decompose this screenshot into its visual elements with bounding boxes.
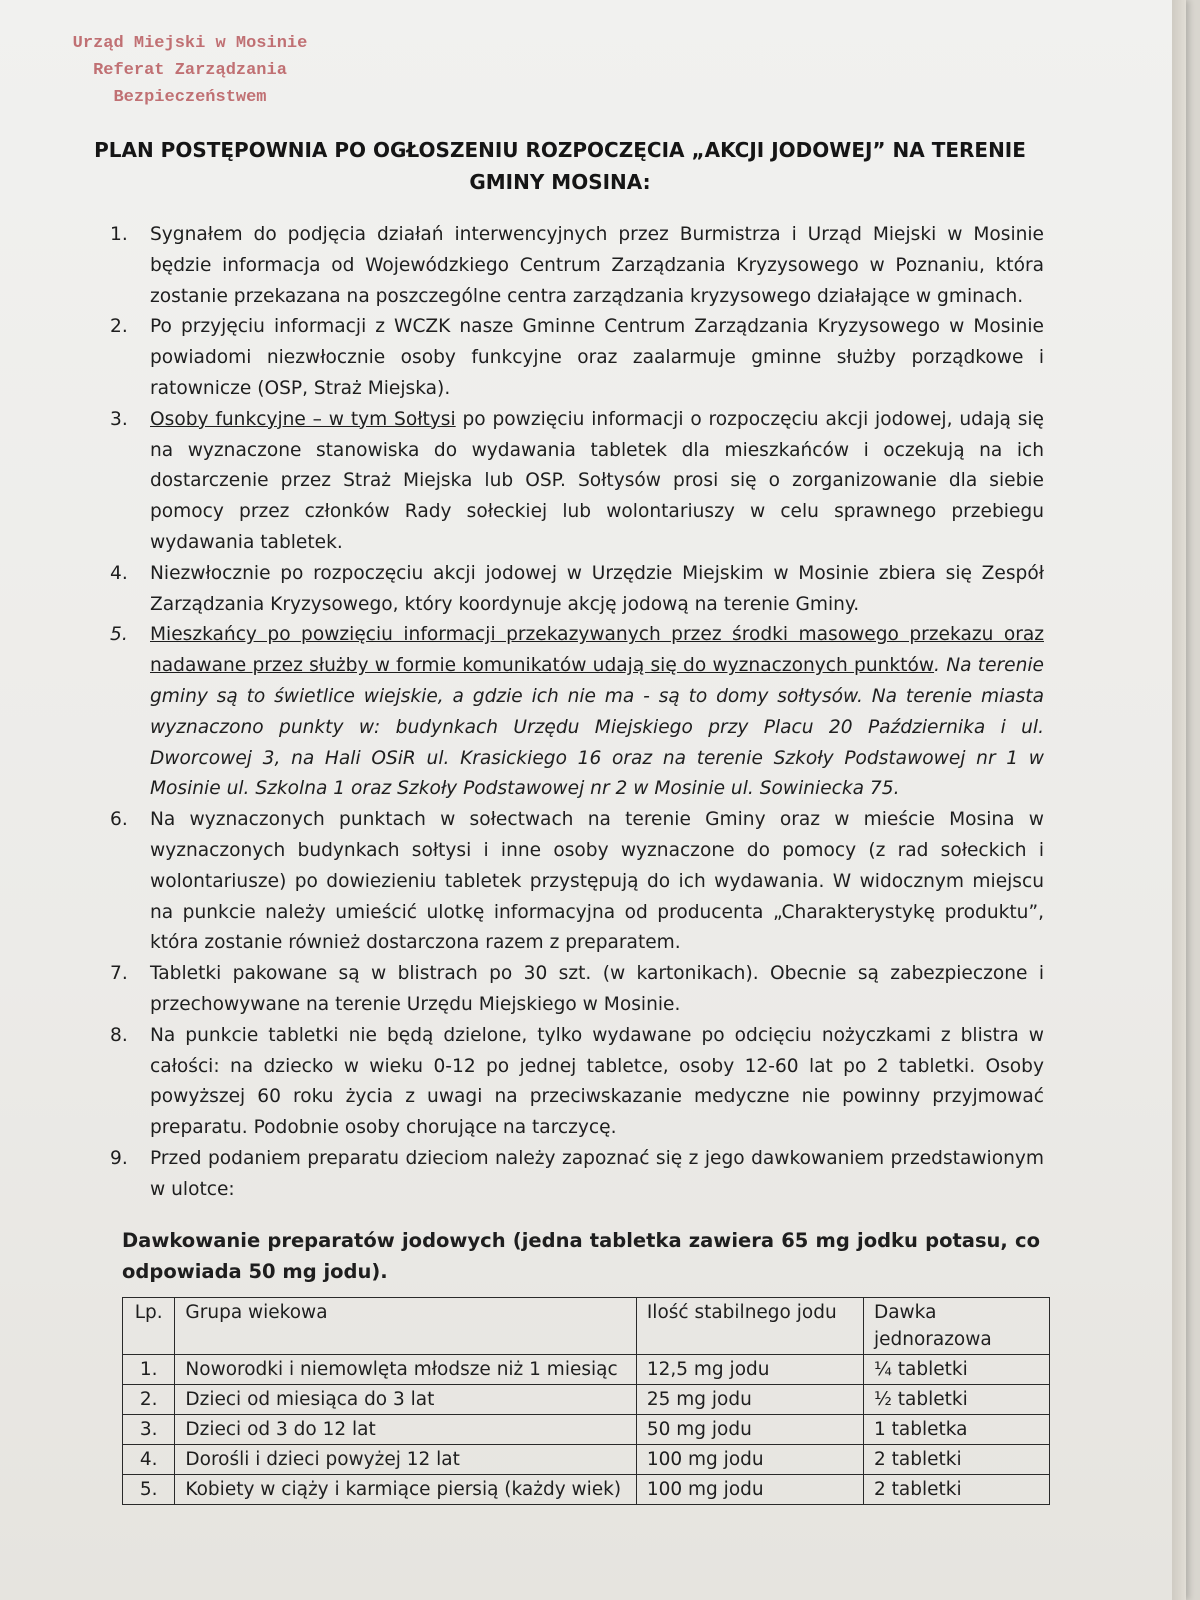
- table-row: [123, 1385, 1050, 1415]
- item-number: 6.: [110, 809, 128, 831]
- table-header-row: [123, 1298, 1050, 1355]
- list-item: [110, 805, 1044, 959]
- table-cell: 2 tabletki: [863, 1445, 1049, 1475]
- header-cell: Grupa wiekowa: [175, 1298, 636, 1355]
- document-title: [90, 134, 1030, 198]
- table-row: [123, 1415, 1050, 1445]
- table-cell: 100 mg jodu: [636, 1445, 863, 1475]
- table-row: [123, 1445, 1050, 1475]
- header-cell: Lp.: [123, 1298, 175, 1355]
- table-cell: Noworodki i niemowlęta młodsze niż 1 miesiąc: [175, 1355, 636, 1385]
- list-item: [110, 220, 1044, 312]
- table-row: [123, 1475, 1050, 1505]
- item-underlined-text: Mieszkańcy po powzięciu informacji przekazywanych przez środki masowego przekazu oraz nadawane przez służby w formie komunikatów udają się do wyznaczonych punktów: [150, 624, 1044, 677]
- list-item: [110, 1021, 1044, 1144]
- title-line: PLAN POSTĘPOWNIA PO OGŁOSZENIU ROZPOCZĘCIA „AKCJI JODOWEJ” NA TERENIE: [94, 138, 1026, 162]
- item-number: 9.: [110, 1147, 128, 1169]
- dosage-heading: Dawkowanie preparatów jodowych (jedna tabletka zawiera 65 mg jodku potasu, co odpowiada 50 mg jodu).: [122, 1229, 1040, 1283]
- page-edge: [1172, 0, 1186, 1600]
- table-cell: Kobiety w ciąży i karmiące piersią (każdy wiek): [175, 1475, 636, 1505]
- item-number: 8.: [110, 1024, 128, 1046]
- stamp-line: Urząd Miejski w Mosinie: [72, 34, 308, 53]
- item-underlined-text: Osoby funkcyjne – w tym Sołtysi: [150, 408, 456, 430]
- list-item: [110, 559, 1044, 621]
- table-cell: 5.: [123, 1475, 175, 1505]
- table-cell: 3.: [123, 1415, 175, 1445]
- item-number: 3.: [110, 408, 128, 430]
- table-cell: ¼ tabletki: [863, 1355, 1049, 1385]
- list-item: [110, 312, 1044, 404]
- table-cell: Dzieci od miesiąca do 3 lat: [175, 1385, 636, 1415]
- header-cell: Dawka jednorazowa: [863, 1298, 1049, 1355]
- office-stamp: [60, 30, 320, 111]
- table-cell: 100 mg jodu: [636, 1475, 863, 1505]
- table-cell: 1 tabletka: [863, 1415, 1049, 1445]
- header-cell: Ilość stabilnego jodu: [636, 1298, 863, 1355]
- table-row: [123, 1355, 1050, 1385]
- list-item: [110, 620, 1044, 805]
- table-cell: 25 mg jodu: [636, 1385, 863, 1415]
- list-item: [110, 405, 1044, 559]
- item-text: Sygnałem do podjęcia działań interwencyjnych przez Burmistrza i Urząd Miejski w Mosinie będzie informacja od Wojewódzkiego Centrum Zarządzania Kryzysowego w Poznaniu, która zostanie przekazana na poszczególne centra zarządzania kryzysowego działające w gminach.: [150, 224, 1044, 307]
- item-text: . Na terenie gminy są to świetlice wiejskie, a gdzie ich nie ma - są to domy sołtysów. Na terenie miasta wyznaczono punkty w: budynkach Urzędu Miejskiego przy Placu 20 Października i ul. Dworcowej 3, na Hali OSiR ul. Krasickiego 16 oraz na terenie Szkoły Podstawowej nr 1 w Mosinie ul. Szkolna 1 oraz Szkoły Podstawowej nr 2 w Mosinie ul. Sowiniecka 75.: [150, 655, 1044, 800]
- title-line: GMINY MOSINA:: [469, 170, 651, 194]
- table-cell: ½ tabletki: [863, 1385, 1049, 1415]
- stamp-line: Bezpieczeństwem: [113, 88, 267, 107]
- dosage-table: [122, 1297, 1050, 1505]
- table-cell: Dorośli i dzieci powyżej 12 lat: [175, 1445, 636, 1475]
- item-number: 1.: [110, 224, 128, 245]
- list-item: [110, 959, 1044, 1021]
- table-cell: Dzieci od 3 do 12 lat: [175, 1415, 636, 1445]
- item-number: 5.: [110, 624, 128, 646]
- item-text: Tabletki pakowane są w blistrach po 30 szt. (w kartonikach). Obecnie są zabezpieczone i przechowywane na terenie Urzędu Miejskiego w Mosinie.: [150, 963, 1044, 1015]
- table-cell: 50 mg jodu: [636, 1415, 863, 1445]
- stamp-line: Referat Zarządzania: [93, 61, 287, 80]
- table-cell: 4.: [123, 1445, 175, 1475]
- table-cell: 2.: [123, 1385, 175, 1415]
- item-text: Po przyjęciu informacji z WCZK nasze Gminne Centrum Zarządzania Kryzysowego w Mosinie powiadomi niezwłocznie osoby funkcyjne oraz zaalarmuje gminne służby porządkowe i ratownicze (OSP, Straż Miejska).: [150, 316, 1044, 399]
- list-item: [110, 1144, 1044, 1206]
- table-cell: 1.: [123, 1355, 175, 1385]
- table-cell: 2 tabletki: [863, 1475, 1049, 1505]
- item-text: po powzięciu informacji o rozpoczęciu akcji jodowej, udają się na wyznaczone stanowiska do wydawania tabletek dla mieszkańców i oczekują na ich dostarczenie przez Straż Miejska lub OSP. Sołtysów prosi się o zorganizowanie dla siebie pomocy przez członków Rady sołeckiej lub wolontariuszy w celu sprawnego przebiegu wydawania tabletek.: [150, 408, 1044, 553]
- item-number: 2.: [110, 316, 128, 338]
- item-text: Na wyznaczonych punktach w sołectwach na terenie Gminy oraz w mieście Mosina w wyznaczonych budynkach sołtysi i inne osoby wyznaczone do pomocy (z rad sołeckich i wolontariusze) po dowiezieniu tabletek przystępują do ich wydawania. W widocznym miejscu na punkcie należy umieścić ulotkę informacyjna od producenta „Charakterystykę produktu”, która zostanie również dostarczona razem z preparatem.: [150, 809, 1044, 954]
- item-text: Przed podaniem preparatu dzieciom należy zapoznać się z jego dawkowaniem przedstawionym w ulotce:: [150, 1147, 1044, 1200]
- item-text: Na punkcie tabletki nie będą dzielone, tylko wydawane po odcięciu nożyczkami z blistra w całości: na dziecko w wieku 0-12 po jednej tabletce, osoby 12-60 lat po 2 tabletki. Osoby powyższej 60 roku życia z uwagi na przeciwskazanie medyczne nie powinny przyjmować preparatu. Podobnie osoby chorujące na tarczycę.: [150, 1024, 1044, 1139]
- item-text: Niezwłocznie po rozpoczęciu akcji jodowej w Urzędzie Miejskim w Mosinie zbiera się Zespół Zarządzania Kryzysowego, który koordynuje akcję jodową na terenie Gminy.: [150, 562, 1044, 615]
- procedure-list: [110, 220, 1044, 1206]
- table-cell: 12,5 mg jodu: [636, 1355, 863, 1385]
- item-number: 4.: [110, 562, 128, 584]
- item-number: 7.: [110, 963, 128, 985]
